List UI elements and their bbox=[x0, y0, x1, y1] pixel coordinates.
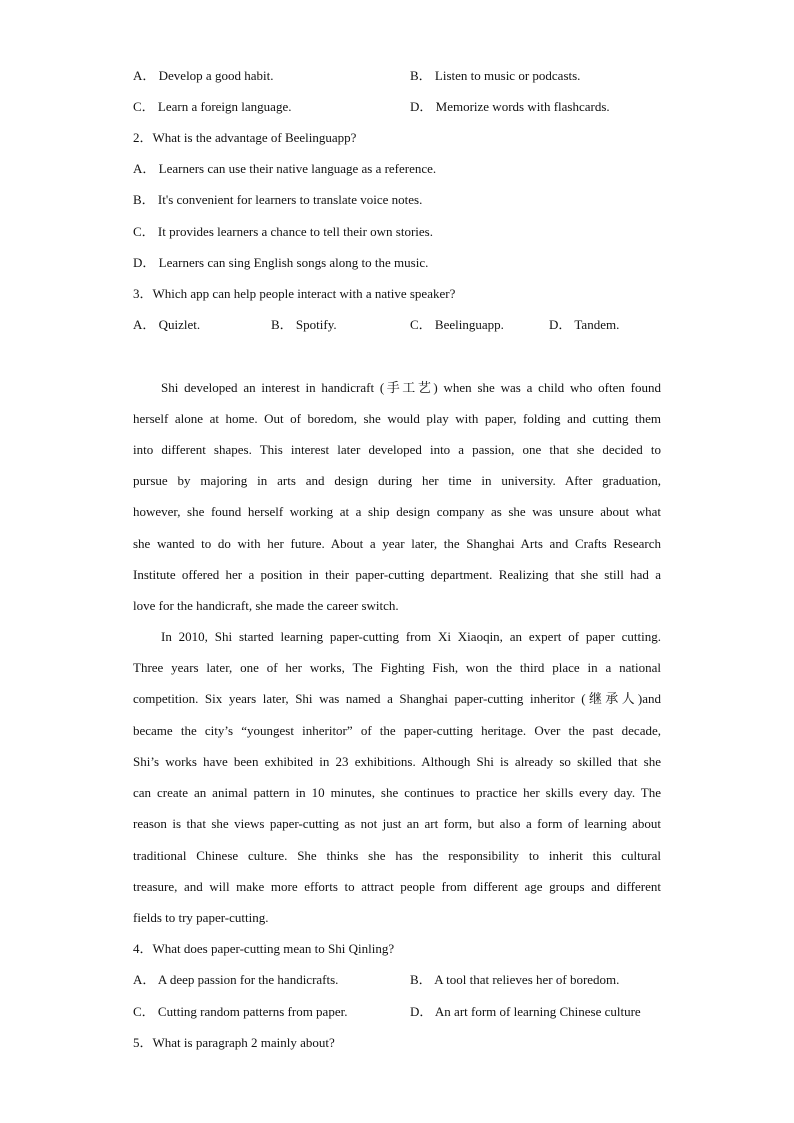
passage-line: Three years later, one of her works, The Fighting Fish, won the third place in a national bbox=[133, 660, 661, 675]
q2-option-c: C． It provides learners a chance to tell their own stories. bbox=[133, 224, 433, 239]
passage-line: into different shapes. This interest later developed into a passion, one that she decided to bbox=[133, 442, 661, 457]
passage-line: she wanted to do with her future. About a year later, the Shanghai Arts and Crafts Research bbox=[133, 536, 661, 551]
passage-line: Shi developed an interest in handicraft (手工艺) when she was a child who often found bbox=[161, 380, 661, 395]
q1-option-b: B． Listen to music or podcasts. bbox=[410, 68, 581, 83]
q2-stem: 2．What is the advantage of Beelinguapp? bbox=[133, 130, 357, 145]
passage-line: became the city’s “youngest inheritor” of the paper-cutting heritage. Over the past decade, bbox=[133, 723, 661, 738]
q3-option-a: A． Quizlet. bbox=[133, 317, 201, 332]
passage-line: reason is that she views paper-cutting as not just an art form, but also a form of learning about bbox=[133, 816, 661, 831]
passage-line: however, she found herself working at a ship design company as she was unsure about what bbox=[133, 504, 661, 519]
passage-line: competition. Six years later, Shi was named a Shanghai paper-cutting inheritor (继承人)and bbox=[133, 691, 661, 706]
q4-option-b: B． A tool that relieves her of boredom. bbox=[410, 972, 620, 987]
q2-option-b: B． It's convenient for learners to translate voice notes. bbox=[133, 192, 423, 207]
q2-option-a: A． Learners can use their native language as a reference. bbox=[133, 161, 437, 176]
q4-option-d: D． An art form of learning Chinese culture bbox=[410, 1004, 641, 1019]
q4-option-a: A． A deep passion for the handicrafts. bbox=[133, 972, 339, 987]
q3-option-b: B． Spotify. bbox=[271, 317, 337, 332]
passage-line: traditional Chinese culture. She thinks she has the responsibility to inherit this cultural bbox=[133, 848, 661, 863]
passage-line: treasure, and will make more efforts to attract people from different age groups and different bbox=[133, 879, 661, 894]
q1-option-a: A． Develop a good habit. bbox=[133, 68, 274, 83]
passage-line: pursue by majoring in arts and design during her time in university. After graduation, bbox=[133, 473, 661, 488]
passage-line: fields to try paper-cutting. bbox=[133, 910, 269, 925]
passage-line: herself alone at home. Out of boredom, she would play with paper, folding and cutting them bbox=[133, 411, 661, 426]
passage-line: Institute offered her a position in their paper-cutting department. Realizing that she still had a bbox=[133, 567, 661, 582]
q4-option-c: C． Cutting random patterns from paper. bbox=[133, 1004, 348, 1019]
q1-option-d: D． Memorize words with flashcards. bbox=[410, 99, 610, 114]
q3-option-d: D． Tandem. bbox=[549, 317, 620, 332]
q1-option-c: C． Learn a foreign language. bbox=[133, 99, 292, 114]
passage-line: Shi’s works have been exhibited in 23 exhibitions. Although Shi is already so skilled that she bbox=[133, 754, 661, 769]
q3-option-c: C． Beelinguapp. bbox=[410, 317, 504, 332]
q3-stem: 3．Which app can help people interact with a native speaker? bbox=[133, 286, 456, 301]
passage-line: can create an animal pattern in 10 minutes, she continues to practice her skills every day. The bbox=[133, 785, 661, 800]
q5-stem: 5．What is paragraph 2 mainly about? bbox=[133, 1035, 335, 1050]
passage-line: love for the handicraft, she made the career switch. bbox=[133, 598, 399, 613]
q2-option-d: D． Learners can sing English songs along to the music. bbox=[133, 255, 429, 270]
q4-stem: 4．What does paper-cutting mean to Shi Qinling? bbox=[133, 941, 395, 956]
passage-line: In 2010, Shi started learning paper-cutting from Xi Xiaoqin, an expert of paper cutting. bbox=[161, 629, 661, 644]
